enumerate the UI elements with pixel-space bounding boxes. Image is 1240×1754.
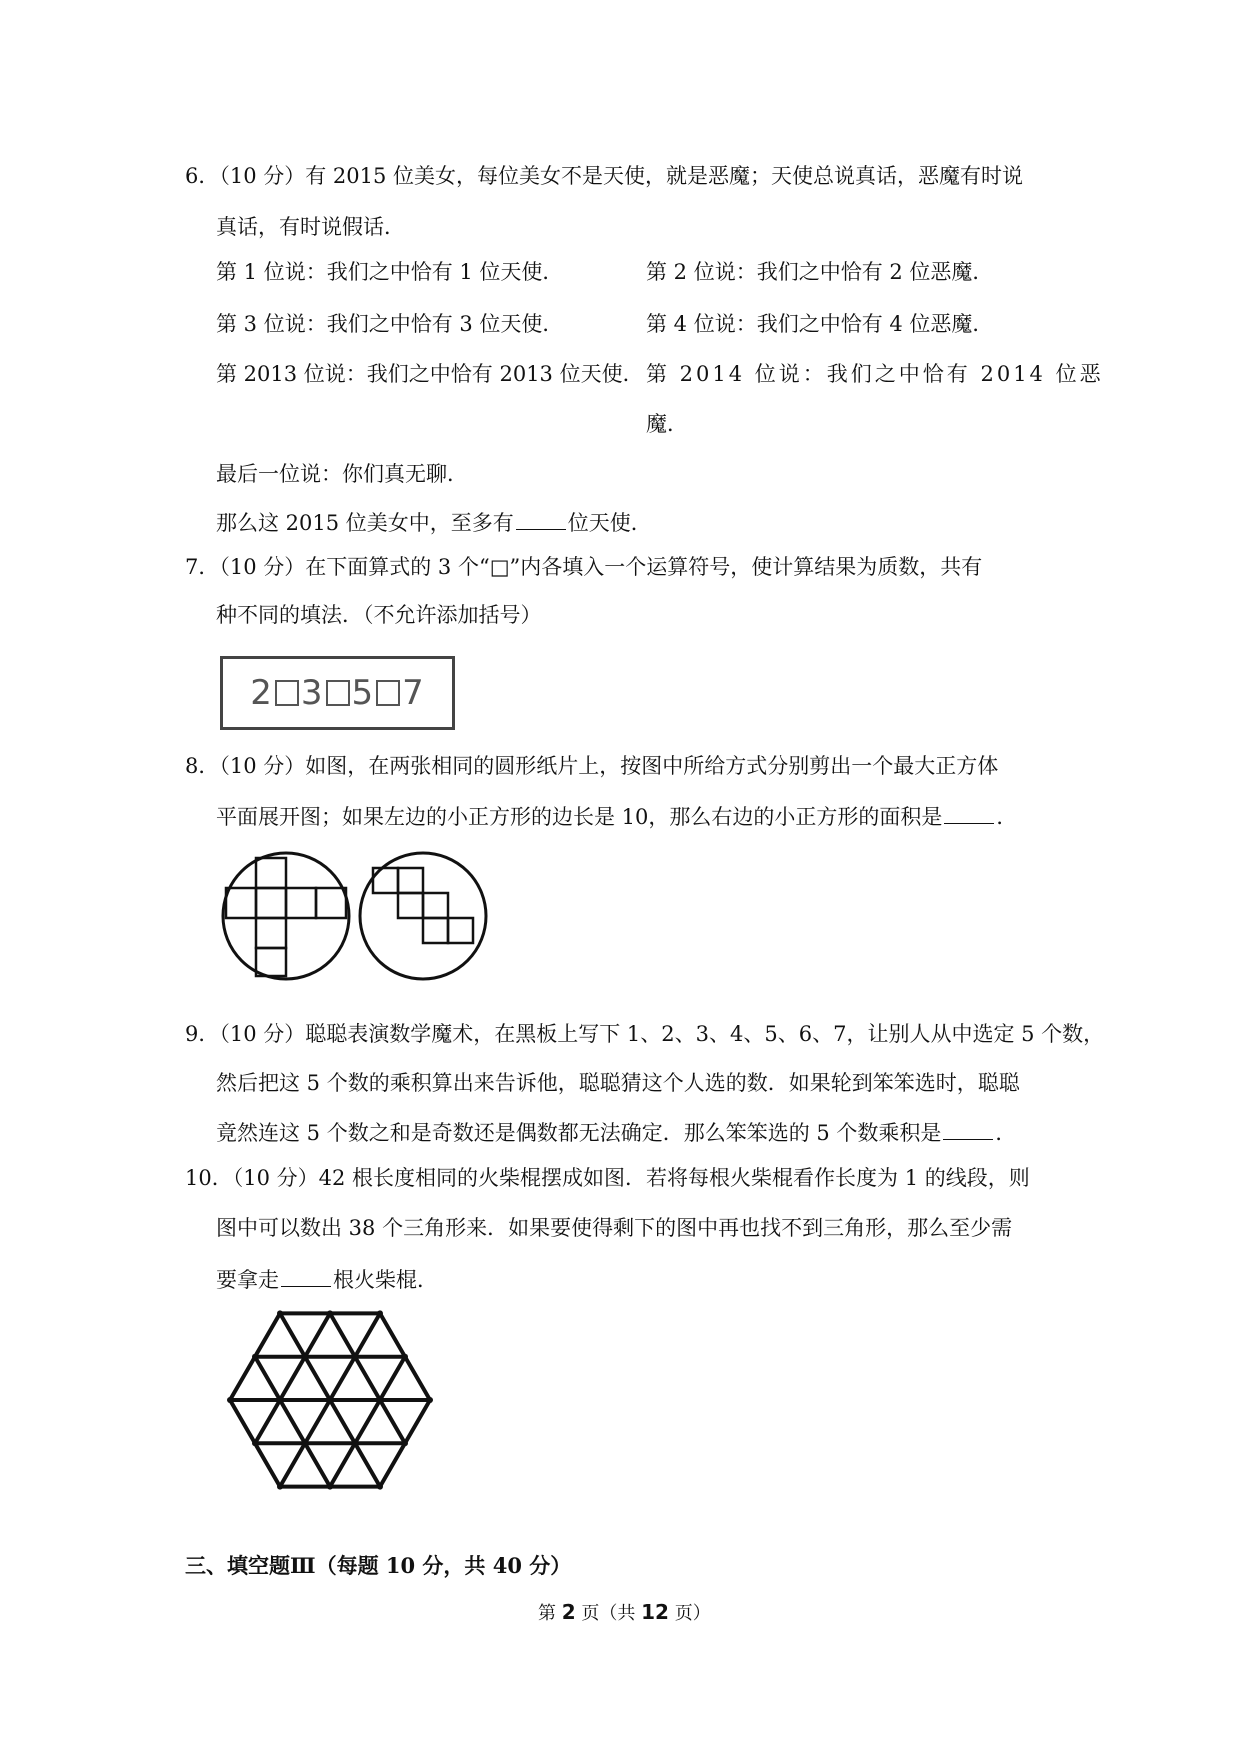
- matchstick-joint: [377, 1310, 383, 1316]
- matchstick: [280, 1357, 305, 1400]
- matchstick-joint: [327, 1484, 333, 1490]
- footer-total-pages: 12: [641, 1600, 669, 1624]
- matchstick: [355, 1313, 380, 1356]
- q6-statement-2014: 第 2014 位说：我们之中恰有 2014 位恶: [646, 362, 1104, 386]
- footer-page-number: 2: [561, 1600, 576, 1624]
- matchstick: [255, 1443, 280, 1486]
- equation-number: 3: [300, 673, 324, 713]
- matchstick: [330, 1357, 355, 1400]
- q6-statement-2013: 第 2013 位说：我们之中恰有 2013 位天使．: [216, 362, 644, 386]
- footer-mid: 页（共: [581, 1603, 636, 1624]
- answer-blank[interactable]: [281, 1268, 331, 1287]
- q10-line3: [216, 1268, 438, 1291]
- matchstick: [380, 1357, 405, 1400]
- operator-box[interactable]: [275, 680, 299, 706]
- operator-box[interactable]: [326, 680, 350, 706]
- matchstick: [255, 1400, 280, 1443]
- matchstick: [255, 1357, 280, 1400]
- q9-line1: 9．（10 分）聪聪表演数学魔术，在黑板上写下 1、2、3、4、5、6、7，让别人从中选定 5 个数，: [185, 1022, 1105, 1046]
- matchstick-joint: [402, 1354, 408, 1360]
- matchstick: [380, 1313, 405, 1356]
- q10-line1: 10．（10 分）42 根长度相同的火柴棍摆成如图．若将每根火柴棍看作长度为 1 的线段，则: [185, 1166, 1030, 1190]
- q6-line1: 6．（10 分）有 2015 位美女，每位美女不是天使，就是恶魔；天使总说真话，恶魔有时说: [185, 164, 1024, 188]
- page-footer: [538, 1602, 711, 1623]
- matchstick-joint: [277, 1397, 283, 1403]
- matchstick: [230, 1357, 255, 1400]
- q7-line2: 种不同的填法．（不允许添加括号）: [216, 603, 542, 627]
- matchstick-joint: [302, 1354, 308, 1360]
- q8-line1: 8．（10 分）如图，在两张相同的圆形纸片上，按图中所给方式分别剪出一个最大正方体: [185, 754, 999, 778]
- matchstick: [305, 1313, 330, 1356]
- footer-post: 页）: [674, 1603, 711, 1624]
- q10-line3-pre: 要拿走: [216, 1268, 279, 1292]
- matchstick-joint: [427, 1397, 433, 1403]
- q6-last-statement: 最后一位说：你们真无聊．: [216, 462, 468, 486]
- q6-statement-2: 第 2 位说：我们之中恰有 2 位恶魔．: [646, 260, 994, 284]
- q8-line2-post: ．: [996, 805, 1018, 829]
- q6-statement-1: 第 1 位说：我们之中恰有 1 位天使．: [216, 260, 564, 284]
- matchstick-joint: [252, 1440, 258, 1446]
- matchstick: [280, 1400, 305, 1443]
- matchstick: [330, 1400, 355, 1443]
- matchstick: [355, 1443, 380, 1486]
- operator-box[interactable]: [376, 680, 400, 706]
- matchstick: [380, 1443, 405, 1486]
- equation-box: [220, 656, 455, 730]
- matchstick-joint: [302, 1440, 308, 1446]
- q6-question-pre: 那么这 2015 位美女中，至多有: [216, 511, 514, 535]
- answer-blank[interactable]: [516, 511, 566, 530]
- q9-line3-pre: 竟然连这 5 个数之和是奇数还是偶数都无法确定．那么笨笨选的 5 个数乘积是: [216, 1121, 942, 1145]
- q9-line3-post: ．: [995, 1121, 1017, 1145]
- q10-line2: 图中可以数出 38 个三角形来．如果要使得剩下的图中再也找不到三角形，那么至少需: [216, 1216, 1013, 1240]
- matchstick-joint: [277, 1484, 283, 1490]
- q10-line3-post: 根火柴棍．: [333, 1268, 438, 1292]
- answer-blank[interactable]: [944, 805, 994, 824]
- matchstick: [280, 1313, 305, 1356]
- q6-question-post: 位天使．: [567, 511, 652, 535]
- matchstick: [305, 1357, 330, 1400]
- matchstick-joint: [377, 1397, 383, 1403]
- q6-statement-4: 第 4 位说：我们之中恰有 4 位恶魔．: [646, 312, 994, 336]
- q6-statement-3: 第 3 位说：我们之中恰有 3 位天使．: [216, 312, 564, 336]
- q9-line2: 然后把这 5 个数的乘积算出来告诉他，聪聪猜这个人选的数．如果轮到笨笨选时，聪聪: [216, 1071, 1020, 1095]
- equation-number: 5: [351, 673, 375, 713]
- matchstick: [330, 1443, 355, 1486]
- matchstick-joint: [227, 1397, 233, 1403]
- matchstick-joint: [327, 1397, 333, 1403]
- q8-line2: [216, 805, 1017, 828]
- matchstick: [280, 1443, 305, 1486]
- matchstick-hexagon-figure: [220, 1300, 440, 1500]
- matchstick: [230, 1400, 255, 1443]
- matchstick-joint: [352, 1440, 358, 1446]
- matchstick-joint: [252, 1354, 258, 1360]
- answer-blank[interactable]: [943, 1121, 993, 1140]
- equation-number: 2: [250, 673, 273, 713]
- matchstick-joint: [352, 1354, 358, 1360]
- q6-statement-2014-cont: 魔．: [646, 412, 688, 436]
- matchstick: [305, 1400, 330, 1443]
- matchstick: [380, 1400, 405, 1443]
- q6-line2: 真话，有时说假话．: [216, 215, 405, 239]
- circle-cube-nets-figure: [218, 848, 494, 986]
- equation-number: 7: [402, 673, 425, 713]
- matchstick: [405, 1400, 430, 1443]
- matchstick-joint: [402, 1440, 408, 1446]
- q9-line3: [216, 1121, 1016, 1144]
- matchstick-joint: [327, 1310, 333, 1316]
- matchstick: [255, 1313, 280, 1356]
- matchstick: [355, 1400, 380, 1443]
- matchstick-joint: [277, 1310, 283, 1316]
- matchstick: [405, 1357, 430, 1400]
- matchstick-joint: [377, 1484, 383, 1490]
- section-heading: 三、填空题Ⅲ（每题 10 分，共 40 分）: [185, 1553, 572, 1578]
- matchstick: [305, 1443, 330, 1486]
- footer-pre: 第: [538, 1603, 556, 1624]
- matchstick: [330, 1313, 355, 1356]
- q8-line2-pre: 平面展开图；如果左边的小正方形的边长是 10，那么右边的小正方形的面积是: [216, 805, 943, 829]
- q6-question: [216, 511, 652, 534]
- q7-line1: 7．（10 分）在下面算式的 3 个“□”内各填入一个运算符号，使计算结果为质数，共有: [185, 555, 983, 579]
- matchstick: [355, 1357, 380, 1400]
